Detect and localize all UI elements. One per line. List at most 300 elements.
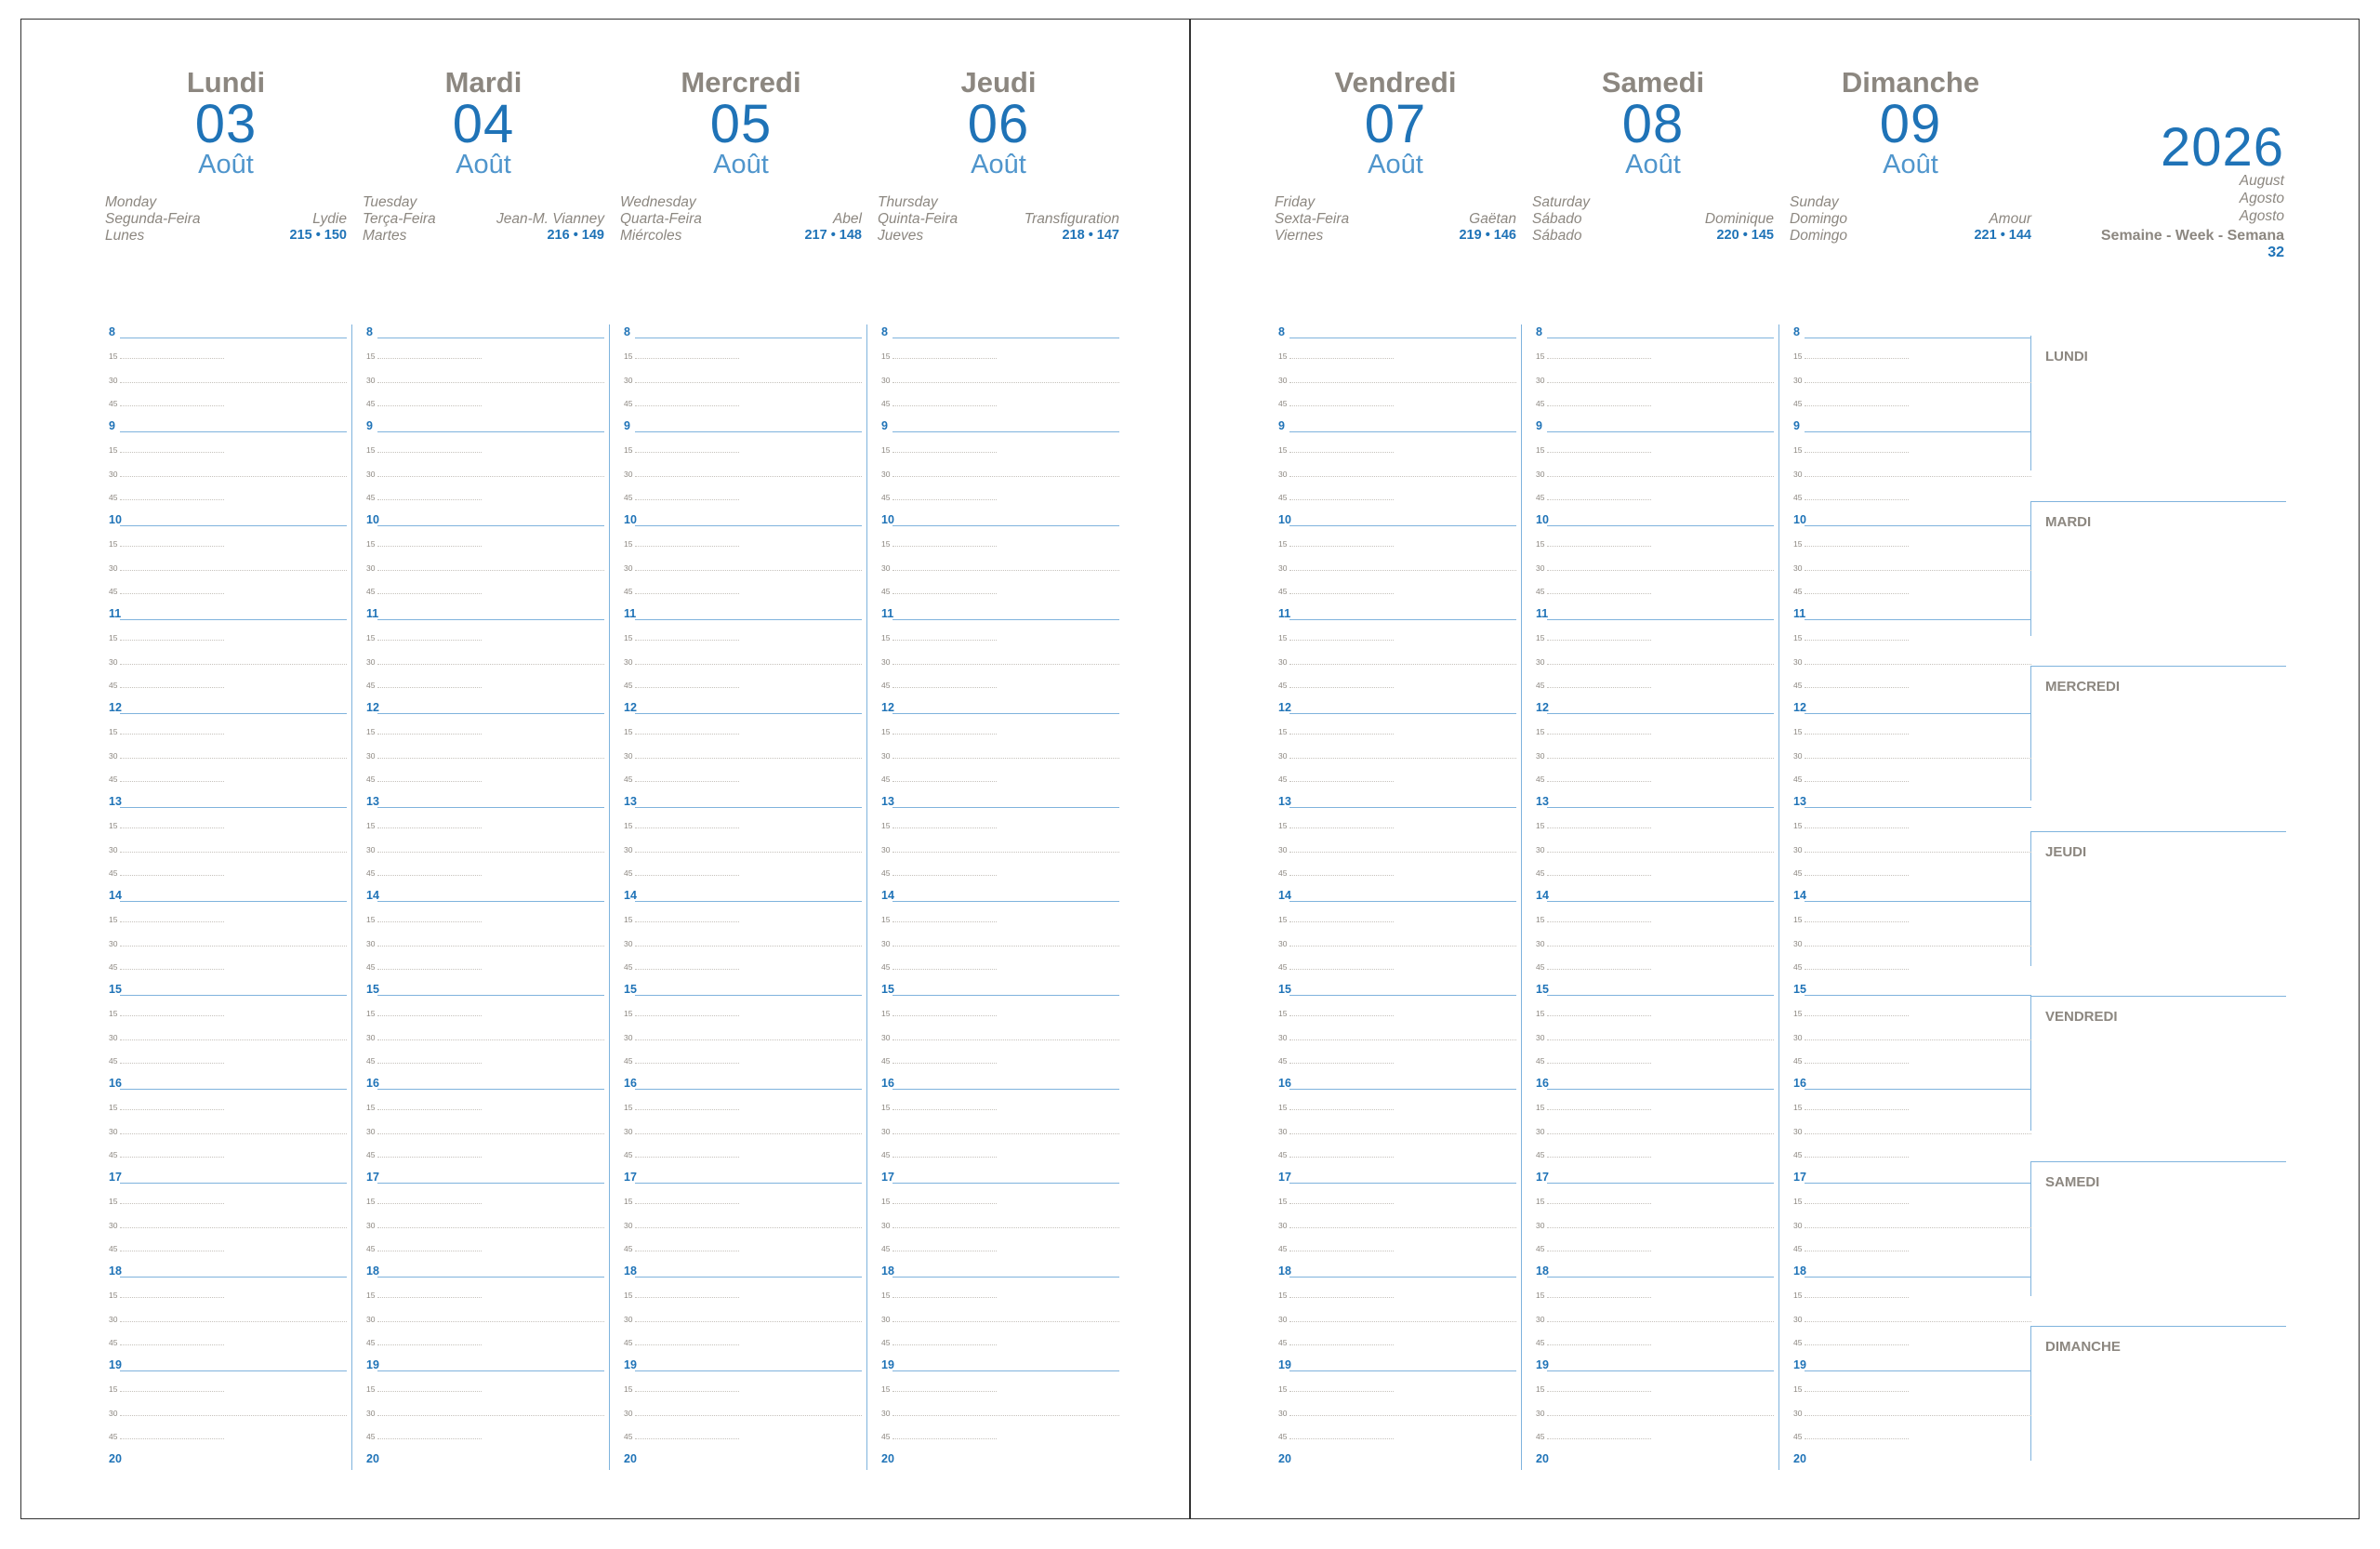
quarter-line [892, 734, 997, 735]
hour-label: 17 [366, 1171, 379, 1184]
quarter-line [120, 1321, 347, 1322]
quarter-label: 30 [366, 1408, 376, 1418]
hour-line [377, 1370, 604, 1371]
quarter-label: 45 [1793, 1431, 1803, 1441]
quarter-label: 30 [1278, 750, 1288, 761]
quarter-line [1289, 852, 1516, 853]
quarter-line [120, 1344, 224, 1345]
quarter-line [1805, 1109, 1909, 1110]
quarter-label: 30 [624, 656, 633, 667]
hour-grid [1532, 324, 1774, 1477]
quarter-label: 45 [1793, 774, 1803, 784]
quarter-line [377, 758, 604, 759]
quarter-line [1289, 476, 1516, 477]
hour-line [1547, 1277, 1774, 1278]
quarter-label: 15 [366, 915, 376, 925]
note-day-label: JEUDI [2045, 843, 2087, 860]
quarter-line [892, 969, 997, 970]
day-column [1532, 20, 1774, 1507]
quarter-line [1289, 781, 1394, 782]
note-box[interactable] [2030, 1326, 2286, 1461]
saint-name: Dominique [1704, 211, 1774, 227]
hour-label: 14 [1536, 889, 1549, 902]
quarter-label: 45 [881, 1055, 891, 1066]
quarter-line [892, 1203, 997, 1204]
quarter-label: 30 [1536, 1126, 1545, 1136]
quarter-line [892, 875, 997, 876]
quarter-line [1289, 969, 1394, 970]
hour-label: 10 [1278, 513, 1291, 526]
quarter-label: 15 [366, 727, 376, 737]
quarter-line [635, 1297, 739, 1298]
quarter-line [1805, 382, 2031, 383]
hour-label: 10 [109, 513, 122, 526]
day-english: Saturday [1532, 194, 1591, 210]
quarter-label: 45 [1793, 867, 1803, 878]
quarter-line [120, 1109, 224, 1110]
quarter-line [1289, 358, 1394, 359]
hour-line [377, 431, 604, 432]
quarter-label: 15 [366, 351, 376, 362]
quarter-label: 15 [1278, 821, 1288, 831]
quarter-label: 15 [366, 633, 376, 643]
hour-line [635, 1370, 862, 1371]
hour-label: 17 [881, 1171, 894, 1184]
quarter-line [377, 640, 482, 641]
hour-label: 9 [1536, 419, 1542, 432]
hour-label: 13 [366, 795, 379, 808]
hour-label: 18 [366, 1264, 379, 1278]
hour-label: 11 [624, 607, 637, 620]
quarter-label: 45 [109, 1149, 118, 1159]
note-box[interactable] [2030, 336, 2286, 470]
day-spanish: Miércoles [620, 228, 682, 244]
quarter-label: 15 [624, 1009, 633, 1019]
quarter-line [1547, 1039, 1774, 1040]
hour-line [120, 713, 347, 714]
year: 2026 [2160, 117, 2284, 178]
quarter-line [120, 1157, 224, 1158]
quarter-line [377, 1133, 604, 1134]
hour-line [1547, 713, 1774, 714]
quarter-line [1805, 875, 1909, 876]
note-day-label: MERCREDI [2045, 679, 2121, 695]
quarter-label: 15 [1793, 445, 1803, 456]
quarter-line [120, 499, 224, 500]
quarter-line [1805, 969, 1909, 970]
hour-label: 8 [881, 325, 888, 338]
quarter-line [892, 476, 1119, 477]
quarter-line [1547, 546, 1651, 547]
quarter-line [1547, 827, 1651, 828]
quarter-line [1289, 1133, 1516, 1134]
quarter-label: 45 [1536, 1149, 1545, 1159]
quarter-label: 15 [624, 1197, 633, 1207]
hour-line [892, 713, 1119, 714]
quarter-line [1805, 1438, 1909, 1439]
quarter-line [1547, 640, 1651, 641]
quarter-line [1547, 758, 1774, 759]
hour-line [892, 1370, 1119, 1371]
quarter-line [1289, 687, 1394, 688]
hour-line [377, 1183, 604, 1184]
day-count: 220 • 145 [1716, 228, 1774, 243]
quarter-label: 30 [109, 469, 118, 479]
hour-label: 11 [1278, 607, 1291, 620]
quarter-label: 45 [366, 1149, 376, 1159]
quarter-line [377, 358, 482, 359]
quarter-line [120, 358, 224, 359]
day-name: Mardi [444, 66, 522, 99]
day-english: Wednesday [620, 194, 696, 210]
quarter-line [635, 1039, 862, 1040]
quarter-line [1547, 1227, 1774, 1228]
column-divider [866, 324, 867, 1470]
quarter-label: 15 [1536, 539, 1545, 549]
quarter-label: 30 [1536, 563, 1545, 573]
quarter-label: 30 [1793, 844, 1803, 854]
hour-line [1805, 807, 2031, 808]
quarter-label: 15 [1793, 633, 1803, 643]
day-name: Samedi [1601, 66, 1705, 99]
day-count: 219 • 146 [1459, 228, 1516, 243]
hour-label: 18 [881, 1264, 894, 1278]
hour-line [1805, 431, 2031, 432]
quarter-line [892, 1109, 997, 1110]
quarter-label: 30 [1793, 1314, 1803, 1324]
quarter-line [1289, 1203, 1394, 1204]
quarter-line [377, 452, 482, 453]
note-border-top [2030, 996, 2286, 997]
hour-label: 15 [1536, 983, 1549, 996]
hour-label: 18 [624, 1264, 637, 1278]
saint-name: Jean-M. Vianney [496, 211, 604, 227]
hour-line [892, 995, 1119, 996]
note-box[interactable] [2030, 501, 2286, 636]
quarter-label: 45 [881, 1337, 891, 1347]
quarter-line [377, 921, 482, 922]
quarter-line [120, 969, 224, 970]
quarter-label: 30 [624, 750, 633, 761]
quarter-line [1289, 499, 1394, 500]
hour-label: 9 [109, 419, 115, 432]
hour-line [1805, 901, 2031, 902]
quarter-label: 45 [881, 1243, 891, 1253]
note-border-top [2030, 1326, 2286, 1327]
day-name: Lundi [186, 66, 266, 99]
quarter-label: 45 [1793, 492, 1803, 502]
quarter-label: 45 [881, 867, 891, 878]
quarter-label: 15 [1278, 539, 1288, 549]
note-box[interactable] [2030, 1161, 2286, 1296]
day-portuguese: Terça-Feira [363, 211, 436, 227]
quarter-line [1805, 687, 1909, 688]
quarter-line [120, 921, 224, 922]
quarter-label: 15 [366, 539, 376, 549]
quarter-label: 15 [109, 1291, 118, 1301]
hour-label: 16 [1536, 1077, 1549, 1090]
quarter-label: 45 [624, 1431, 633, 1441]
quarter-label: 15 [881, 1009, 891, 1019]
quarter-line [1547, 476, 1774, 477]
hour-line [1289, 619, 1516, 620]
left-page [20, 19, 1190, 1519]
quarter-line [1805, 1015, 1909, 1016]
day-month: Août [713, 150, 769, 179]
quarter-line [1805, 1133, 2031, 1134]
quarter-line [1805, 946, 2031, 947]
quarter-label: 15 [881, 727, 891, 737]
quarter-label: 30 [366, 375, 376, 385]
quarter-line [1289, 1039, 1516, 1040]
quarter-label: 15 [881, 1103, 891, 1113]
quarter-line [635, 499, 739, 500]
quarter-label: 45 [1278, 492, 1288, 502]
quarter-line [1289, 1391, 1394, 1392]
quarter-label: 45 [366, 1243, 376, 1253]
quarter-line [892, 1157, 997, 1158]
quarter-label: 30 [624, 375, 633, 385]
quarter-line [1805, 570, 2031, 571]
hour-label: 8 [109, 325, 115, 338]
quarter-label: 45 [109, 680, 118, 690]
quarter-line [120, 827, 224, 828]
hour-label: 14 [366, 889, 379, 902]
quarter-label: 30 [1793, 1126, 1803, 1136]
quarter-label: 30 [1536, 844, 1545, 854]
quarter-label: 15 [881, 351, 891, 362]
quarter-label: 45 [1536, 1431, 1545, 1441]
quarter-line [892, 593, 997, 594]
quarter-line [892, 452, 997, 453]
quarter-line [1805, 734, 1909, 735]
quarter-line [635, 476, 862, 477]
quarter-label: 30 [109, 656, 118, 667]
quarter-line [1547, 734, 1651, 735]
quarter-label: 45 [1793, 1149, 1803, 1159]
hour-label: 11 [109, 607, 122, 620]
hour-line [1805, 1089, 2031, 1090]
hour-line [1805, 995, 2031, 996]
quarter-label: 45 [881, 1149, 891, 1159]
day-english: Tuesday [363, 194, 417, 210]
hour-label: 10 [1536, 513, 1549, 526]
quarter-label: 45 [1278, 1431, 1288, 1441]
hour-line [1805, 713, 2031, 714]
day-number: 04 [452, 94, 515, 154]
quarter-label: 45 [109, 1055, 118, 1066]
quarter-line [377, 499, 482, 500]
quarter-line [120, 1203, 224, 1204]
quarter-label: 30 [881, 1032, 891, 1042]
quarter-label: 45 [1536, 492, 1545, 502]
hour-label: 19 [1793, 1358, 1806, 1371]
hour-line [1547, 1089, 1774, 1090]
quarter-line [1289, 1415, 1516, 1416]
quarter-label: 45 [1278, 1337, 1288, 1347]
quarter-label: 30 [109, 750, 118, 761]
quarter-line [1547, 358, 1651, 359]
quarter-line [892, 358, 997, 359]
quarter-line [1547, 570, 1774, 571]
hour-line [377, 1277, 604, 1278]
quarter-line [635, 1227, 862, 1228]
quarter-label: 30 [366, 938, 376, 948]
quarter-label: 30 [366, 844, 376, 854]
hour-label: 15 [624, 983, 637, 996]
month-spanish: Agosto [2239, 208, 2284, 224]
hour-label: 19 [109, 1358, 122, 1371]
hour-label: 16 [624, 1077, 637, 1090]
quarter-label: 45 [1536, 867, 1545, 878]
quarter-label: 45 [366, 586, 376, 596]
quarter-line [892, 687, 997, 688]
quarter-line [1547, 875, 1651, 876]
quarter-label: 45 [366, 398, 376, 408]
quarter-label: 45 [366, 680, 376, 690]
quarter-line [635, 593, 739, 594]
quarter-label: 30 [881, 750, 891, 761]
quarter-label: 30 [1536, 750, 1545, 761]
day-month: Août [1368, 150, 1423, 179]
hour-label: 20 [881, 1452, 894, 1465]
hour-label: 12 [366, 701, 379, 714]
quarter-line [120, 1039, 347, 1040]
hour-label: 9 [881, 419, 888, 432]
quarter-label: 45 [1793, 961, 1803, 972]
quarter-label: 15 [1793, 1197, 1803, 1207]
quarter-label: 30 [366, 1220, 376, 1230]
quarter-label: 30 [1536, 938, 1545, 948]
quarter-line [1289, 382, 1516, 383]
hour-label: 15 [881, 983, 894, 996]
quarter-line [377, 1157, 482, 1158]
note-box[interactable] [2030, 831, 2286, 966]
hour-line [892, 901, 1119, 902]
quarter-label: 15 [366, 1103, 376, 1113]
day-month: Août [456, 150, 511, 179]
quarter-label: 45 [1278, 867, 1288, 878]
quarter-line [1547, 1344, 1651, 1345]
note-day-label: MARDI [2045, 513, 2092, 530]
day-column [620, 20, 862, 1507]
quarter-label: 45 [1793, 680, 1803, 690]
note-day-label: SAMEDI [2045, 1173, 2100, 1190]
quarter-line [377, 405, 482, 406]
quarter-line [377, 1039, 604, 1040]
hour-line [635, 807, 862, 808]
quarter-line [377, 1321, 604, 1322]
quarter-line [377, 734, 482, 735]
day-count: 221 • 144 [1974, 228, 2031, 243]
quarter-line [1547, 1109, 1651, 1110]
note-border-top [2030, 501, 2286, 502]
quarter-line [377, 969, 482, 970]
quarter-line [1547, 405, 1651, 406]
quarter-label: 45 [1536, 398, 1545, 408]
quarter-line [635, 570, 862, 571]
quarter-label: 15 [366, 821, 376, 831]
quarter-line [377, 664, 604, 665]
hour-line [635, 1277, 862, 1278]
quarter-label: 30 [1793, 938, 1803, 948]
quarter-line [1289, 946, 1516, 947]
quarter-label: 15 [1536, 1197, 1545, 1207]
quarter-line [377, 382, 604, 383]
quarter-line [1805, 827, 1909, 828]
hour-label: 15 [1278, 983, 1291, 996]
quarter-label: 30 [1278, 844, 1288, 854]
quarter-line [377, 593, 482, 594]
quarter-line [1547, 1133, 1774, 1134]
hour-label: 17 [624, 1171, 637, 1184]
quarter-label: 30 [1536, 1314, 1545, 1324]
quarter-label: 30 [624, 1032, 633, 1042]
day-month: Août [971, 150, 1026, 179]
quarter-label: 45 [1793, 1055, 1803, 1066]
quarter-line [1805, 1227, 2031, 1228]
quarter-label: 15 [1278, 445, 1288, 456]
hour-label: 18 [1536, 1264, 1549, 1278]
quarter-line [1805, 852, 2031, 853]
hour-line [1289, 525, 1516, 526]
hour-label: 12 [1793, 701, 1806, 714]
quarter-label: 15 [366, 1384, 376, 1395]
hour-line [892, 1089, 1119, 1090]
quarter-label: 15 [1793, 539, 1803, 549]
quarter-line [1805, 358, 1909, 359]
note-day-label: VENDREDI [2045, 1009, 2118, 1025]
quarter-line [635, 1133, 862, 1134]
quarter-line [892, 382, 1119, 383]
quarter-label: 15 [1793, 915, 1803, 925]
quarter-label: 45 [366, 1055, 376, 1066]
quarter-label: 15 [624, 727, 633, 737]
day-column [1790, 20, 2031, 1507]
quarter-label: 15 [1278, 351, 1288, 362]
note-box[interactable] [2030, 666, 2286, 801]
quarter-line [1805, 593, 1909, 594]
column-divider [609, 324, 610, 1470]
hour-label: 10 [1793, 513, 1806, 526]
quarter-line [892, 1321, 1119, 1322]
quarter-line [892, 1227, 1119, 1228]
hour-label: 15 [366, 983, 379, 996]
saint-name: Transfiguration [1024, 211, 1119, 227]
quarter-line [1805, 758, 2031, 759]
hour-label: 19 [1536, 1358, 1549, 1371]
quarter-line [120, 1015, 224, 1016]
quarter-line [377, 1227, 604, 1228]
quarter-label: 15 [1793, 1384, 1803, 1395]
hour-grid [1790, 324, 2031, 1477]
hour-line [1547, 619, 1774, 620]
hour-label: 17 [1278, 1171, 1291, 1184]
quarter-line [1547, 781, 1651, 782]
quarter-line [635, 734, 739, 735]
note-box[interactable] [2030, 996, 2286, 1131]
quarter-line [1547, 852, 1774, 853]
quarter-label: 15 [624, 1103, 633, 1113]
hour-label: 16 [881, 1077, 894, 1090]
saint-name: Gaëtan [1469, 211, 1516, 227]
hour-line [635, 431, 862, 432]
quarter-line [1805, 640, 1909, 641]
quarter-line [1547, 1063, 1651, 1064]
quarter-label: 45 [881, 398, 891, 408]
quarter-label: 30 [1278, 1408, 1288, 1418]
day-name: Vendredi [1334, 66, 1457, 99]
